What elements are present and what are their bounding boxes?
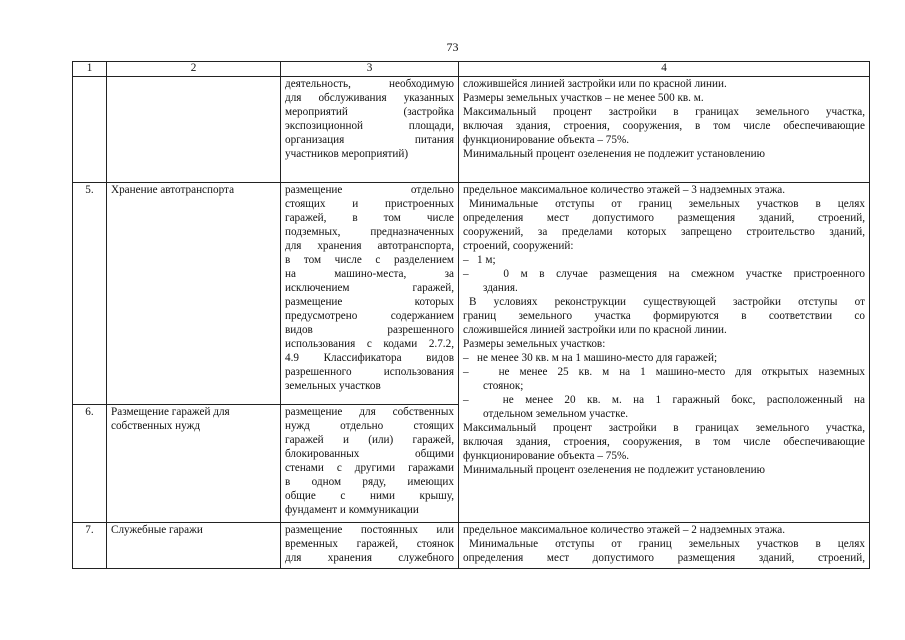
desc-line: стенами с другими гаражами [285, 462, 454, 474]
header-col-3: 3 [281, 62, 459, 77]
param-line: сложившейся линией застройки или по красной линии. [463, 78, 727, 90]
size-item [463, 365, 865, 379]
desc-line: участников мероприятий) [285, 148, 409, 160]
row-name: Размещение гаражей для собственных нужд [107, 405, 281, 523]
param-line: сооружений, за пределами которых запрещено строительство зданий, [463, 226, 865, 238]
param-line: сложившейся линией застройки или по красной линии. [463, 324, 727, 336]
cell-description [281, 523, 459, 569]
param-line: предельное максимальное количество этажей – 2 надземных этажа. [463, 524, 786, 536]
size-value-cont: стоянок; [483, 380, 524, 392]
desc-line: разрешенного использования [285, 366, 454, 378]
param-line: В условиях реконструкции существующей застройки отступы от [469, 296, 865, 308]
desc-line: для обслуживания указанных [285, 92, 454, 104]
row-name: Хранение автотранспорта [107, 183, 281, 405]
param-line: Размеры земельных участков: [463, 338, 606, 350]
header-col-4: 4 [459, 62, 870, 77]
desc-line: для хранения служебного [285, 552, 454, 564]
desc-line: размещение для собственных [285, 406, 454, 418]
size-item [463, 393, 865, 407]
setback-value: 1 м; [476, 254, 496, 266]
dash-marker: – [463, 394, 469, 406]
cell-parameters [459, 523, 870, 569]
cell-name [107, 77, 281, 183]
desc-line: для хранения автотранспорта, [285, 240, 454, 252]
desc-line: подземных, предназначенных [285, 226, 454, 238]
row-name: Служебные гаражи [107, 523, 281, 569]
param-line: границ земельного участка формируются в соответствии со [463, 310, 865, 322]
dash-marker: – [463, 268, 469, 280]
desc-line: стоящих и пристроенных [285, 198, 454, 210]
cell-num [73, 77, 107, 183]
desc-line: гаражей и (или) гаражей, [285, 434, 454, 446]
param-line: включая здания, строения, сооружения, в том числе обеспечивающие [463, 120, 865, 132]
param-line: функционирование объекта – 75%. [463, 134, 630, 146]
row-number: 7. [73, 523, 107, 569]
size-item [463, 351, 865, 365]
param-line: Минимальные отступы от границ земельных участков в целях [469, 538, 865, 550]
size-value: не менее 20 кв. м. на 1 гаражный бокс, расположенный на [502, 394, 865, 406]
desc-line: блокированных общими [285, 448, 454, 460]
table-header-row [73, 62, 870, 77]
desc-line: фундамент и коммуникации [285, 504, 419, 516]
desc-line: в том числе с разделением [285, 254, 454, 266]
param-line: Минимальный процент озеленения не подлежит установлению [463, 464, 765, 476]
param-line: предельное максимальное количество этажей – 3 надземных этажа. [463, 184, 786, 196]
size-value-cont: отдельном земельном участке. [483, 408, 629, 420]
size-value: не менее 25 кв. м на 1 машино-место для открытых наземных [498, 366, 866, 378]
desc-line: размещение отдельно [285, 184, 454, 196]
desc-line: нужд отдельно стоящих [285, 420, 454, 432]
desc-line: 4.9 Классификатора видов [285, 352, 454, 364]
desc-line: экспозиционной площади, [285, 120, 454, 132]
cell-parameters [459, 77, 870, 183]
cell-description [281, 77, 459, 183]
setback-item [463, 267, 865, 281]
desc-line: мероприятий (застройка [285, 106, 454, 118]
desc-line: исключением гаражей, [285, 282, 454, 294]
desc-line: размещение постоянных или [285, 524, 454, 536]
header-col-2: 2 [107, 62, 281, 77]
desc-line: земельных участков [285, 380, 381, 392]
desc-line: деятельность, необходимую [285, 78, 454, 90]
table-row-7 [73, 523, 870, 569]
param-line: Размеры земельных участков – не менее 500 кв. м. [463, 92, 704, 104]
row-number: 5. [73, 183, 107, 405]
param-line: включая здания, строения, сооружения, в том числе обеспечивающие [463, 436, 865, 448]
desc-line: предусмотрено содержанием [285, 310, 454, 322]
table-row-continuation [73, 77, 870, 183]
desc-line: гаражей, в том числе [285, 212, 454, 224]
param-line: функционирование объекта – 75%. [463, 450, 630, 462]
dash-marker: – [463, 366, 469, 378]
size-value: не менее 30 кв. м на 1 машино-место для гаражей; [476, 352, 718, 364]
cell-parameters-shared [459, 183, 870, 523]
desc-line: временных гаражей, стоянок [285, 538, 454, 550]
setback-value-cont: здания. [483, 282, 518, 294]
setback-item [463, 253, 865, 267]
header-col-1: 1 [73, 62, 107, 77]
desc-line: размещение которых [285, 296, 454, 308]
param-line: определения мест допустимого размещения зданий, строений, [463, 552, 865, 564]
zoning-table [72, 61, 870, 569]
desc-line: видов разрешенного [285, 324, 454, 336]
param-line: определения мест допустимого размещения зданий, строений, [463, 212, 865, 224]
table-row-5 [73, 183, 870, 405]
desc-line: общие с ними крышу, [285, 490, 454, 502]
desc-line: организация питания [285, 134, 454, 146]
page-number: 73 [446, 40, 459, 54]
param-line: Максимальный процент застройки в границах земельного участка, [463, 106, 865, 118]
row-number: 6. [73, 405, 107, 523]
setback-value: 0 м в случае размещения на смежном участке пристроенного [503, 268, 866, 280]
param-line: Минимальные отступы от границ земельных участков в целях [469, 198, 865, 210]
cell-description [281, 405, 459, 523]
desc-line: на машино-места, за [285, 268, 454, 280]
param-line: строений, сооружений: [463, 240, 574, 252]
desc-line: в одном ряду, имеющих [285, 476, 454, 488]
dash-marker: – [463, 352, 469, 364]
dash-marker: – [463, 254, 469, 266]
param-line: Минимальный процент озеленения не подлежит установлению [463, 148, 765, 160]
desc-line: использования с кодами 2.7.2, [285, 338, 454, 350]
cell-description [281, 183, 459, 405]
param-line: Максимальный процент застройки в границах земельного участка, [463, 422, 865, 434]
